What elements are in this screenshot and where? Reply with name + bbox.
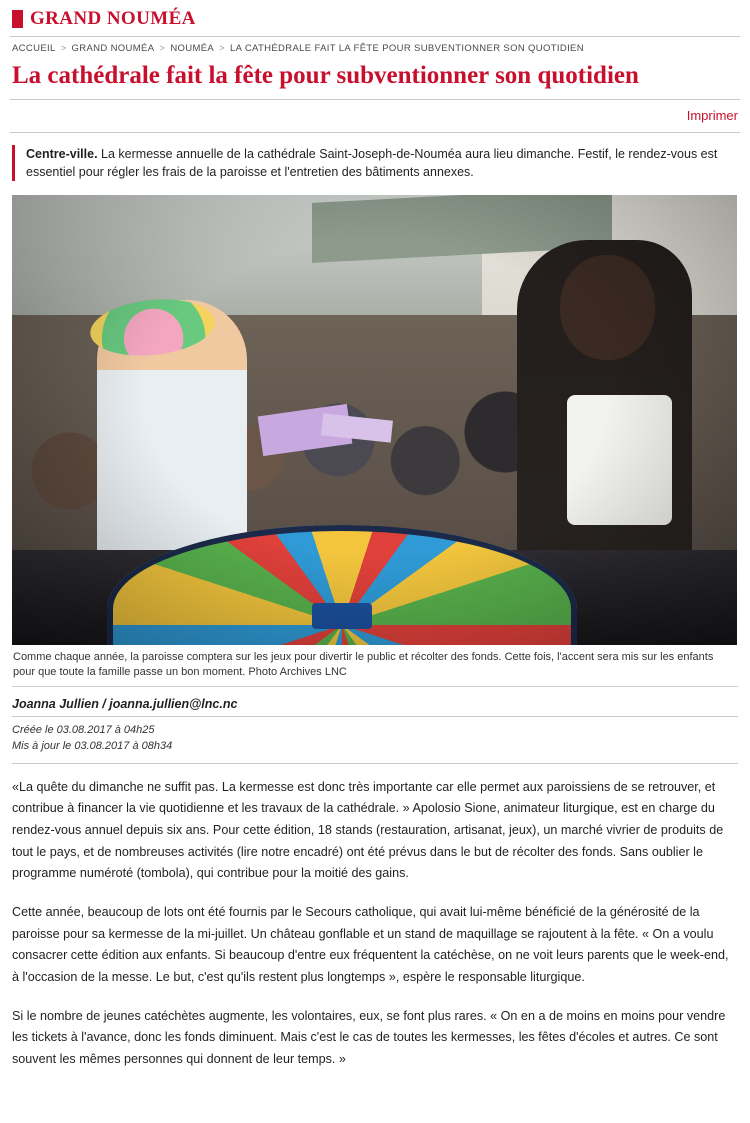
masthead-accent-bar [12, 10, 23, 28]
standfirst-text: La kermesse annuelle de la cathédrale Saint-Joseph-de-Nouméa aura lieu dimanche. Festif, le rendez-vous est essentiel pour régler les frais de la paroisse et l'entretien des bâtiments annexes. [26, 147, 718, 180]
page-title: La cathédrale fait la fête pour subventionner son quotidien [12, 62, 639, 89]
breadcrumb-item-grand-noumea[interactable]: GRAND NOUMÉA [71, 43, 155, 54]
article-body [12, 777, 738, 1071]
article-figure [12, 195, 738, 687]
masthead [10, 6, 740, 36]
photo-vignette [12, 195, 737, 645]
masthead-divider [10, 36, 740, 37]
standfirst [12, 145, 738, 181]
article-paragraph: «La quête du dimanche ne suffit pas. La kermesse est donc très importante car elle permet aux paroissiens de se retrouver, et contribue à financer la vie quotidienne et les travaux de la cathédrale. » Apolosio Sione, animateur liturgique, est en charge du rendez-vous annuel depuis six ans. Pour cette édition, 18 stands (restauration, artisanat, jeux), un marché vivrier de produits de tout le pays, et de nombreuses activités (lire notre encadré) ont été prévus dans le but de récolter des fonds. Sans oublier le programme numéroté (tombola), qui contribue pour la moitié des gains. [12, 779, 724, 881]
created-date: Créée le 03.08.2017 à 04h25 [12, 723, 155, 736]
updated-date: Mis à jour le 03.08.2017 à 08h34 [12, 739, 173, 752]
article-paragraph: Cette année, beaucoup de lots ont été fournis par le Secours catholique, qui avait lui-même bénéficié de la générosité de la paroisse pour sa kermesse de la mi-juillet. Un château gonflable et un stand de maquillage se rajoutent à la fête. « On a voulu consacrer cette édition aux enfants. Si beaucoup d'entre eux fréquentent la catéchèse, on ne voit leurs parents que le week-end, à l'occasion de la messe. Le but, c'est qu'ils restent plus longtemps », espère le responsable liturgique. [12, 905, 729, 985]
standfirst-lead-in: Centre-ville. [26, 147, 98, 161]
article-paragraph: Si le nombre de jeunes catéchètes augmente, les volontaires, eux, se font plus rares. « On en a de moins en moins pour vendre les tickets à l'avance, donc les fonds diminuent. Mais c'est le cas de toutes les kermesses, les fêtes d'écoles et autres. Ce sont souvent les mêmes personnes qui donnent de leur temps. » [12, 1008, 726, 1067]
breadcrumb-item-accueil[interactable]: ACCUEIL [12, 43, 56, 54]
breadcrumb-item-current: LA CATHÉDRALE FAIT LA FÊTE POUR SUBVENTIONNER SON QUOTIDIEN [230, 43, 584, 54]
article-toolbar [10, 99, 740, 133]
byline: Joanna Jullien / joanna.jullien@lnc.nc [12, 697, 738, 717]
breadcrumb-separator: > [219, 43, 226, 54]
masthead-title: GRAND NOUMÉA [30, 8, 196, 29]
breadcrumb [10, 41, 740, 57]
photo-caption: Comme chaque année, la paroisse comptera sur les jeux pour divertir le public et récolter des fonds. Cette fois, l'accent sera mis sur les enfants pour que toute la famille passe un bon moment. Photo Archives LNC [12, 645, 738, 687]
article-dates [12, 723, 738, 764]
print-link[interactable]: Imprimer [686, 108, 738, 123]
breadcrumb-item-noumea[interactable]: NOUMÉA [170, 43, 215, 54]
breadcrumb-separator: > [60, 43, 67, 54]
article-photo [12, 195, 737, 645]
breadcrumb-separator: > [159, 43, 166, 54]
